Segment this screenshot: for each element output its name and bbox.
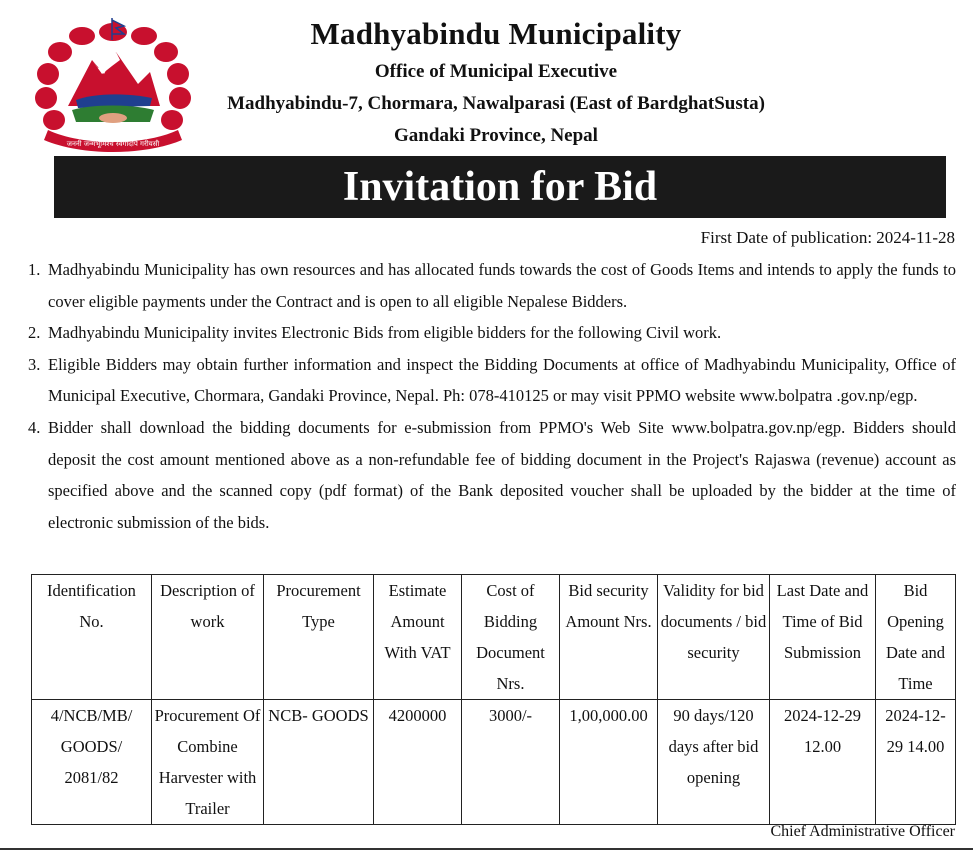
clause-text: Eligible Bidders may obtain further information and inspect the Bidding Documents at office of Madhyabindu Municipality, Office of Municipal Executive, Chormara, Gandaki Province, Nepal. Ph: 078-410125 or may visit PPMO website www.bolpatra .gov.np/egp.: [48, 354, 956, 406]
bid-table: [31, 574, 956, 825]
title-banner: Invitation for Bid: [54, 156, 946, 218]
signatory: Chief Administrative Officer: [770, 823, 955, 840]
header-document-cost: Cost of Bidding Document Nrs.: [462, 575, 560, 700]
clause-item: [28, 412, 956, 538]
table-header-row: [32, 575, 956, 700]
header-validity: Validity for bid documents / bid security: [658, 575, 770, 700]
clause-list: [28, 254, 956, 538]
province-line: Gandaki Province, Nepal: [394, 125, 598, 146]
clause-text: Madhyabindu Municipality has own resources and has allocated funds towards the cost of Goods Items and intends to apply the funds to cover eligible payments under the Contract and is open to all eligible Nepalese Bidders.: [48, 260, 956, 311]
cell-document-cost: 3000/-: [462, 700, 560, 825]
table-row: [32, 700, 956, 825]
cell-validity: 90 days/120 days after bid opening: [658, 700, 770, 825]
bottom-divider: [0, 848, 973, 850]
header-bid-security: Bid security Amount Nrs.: [560, 575, 658, 700]
header-opening-date: Bid Opening Date and Time: [876, 575, 956, 700]
clause-number: 4.: [28, 417, 41, 437]
header-identification: Identification No.: [32, 575, 152, 700]
cell-estimate-amount: 4200000: [374, 700, 462, 825]
cell-opening-date: 2024-12-29 14.00: [876, 700, 956, 825]
cell-description: Procurement Of Combine Harvester with Trailer: [152, 700, 264, 825]
clause-number: 2.: [28, 323, 41, 343]
clause-item: [28, 254, 956, 317]
cell-procurement-type: NCB- GOODS: [264, 700, 374, 825]
header-estimate-amount: Estimate Amount With VAT: [374, 575, 462, 700]
cell-bid-security: 1,00,000.00: [560, 700, 658, 825]
office-name: Office of Municipal Executive: [374, 61, 618, 82]
cell-submission-deadline: 2024-12-29 12.00: [770, 700, 876, 825]
header-procurement-type: Procurement Type: [264, 575, 374, 700]
publication-date: First Date of publication: 2024-11-28: [700, 228, 955, 247]
municipality-name: Madhyabindu Municipality: [310, 16, 682, 51]
header-description: Description of work: [152, 575, 264, 700]
header-submission-deadline: Last Date and Time of Bid Submission: [770, 575, 876, 700]
letterhead: [196, 12, 796, 152]
clause-number: 1.: [28, 260, 41, 279]
office-address: Madhyabindu-7, Chormara, Nawalparasi (East of BardghatSusta): [227, 93, 765, 114]
nepal-emblem-logo: [32, 14, 194, 154]
clause-text: Madhyabindu Municipality invites Electronic Bids from eligible bidders for the following Civil work.: [48, 323, 722, 343]
clause-item: [28, 317, 956, 349]
cell-identification: 4/NCB/MB/ GOODS/ 2081/82: [32, 700, 152, 825]
emblem-motto: जननी जन्मभूमिश्च स्वर्गादपि गरीयसी: [66, 140, 160, 148]
clause-number: 3.: [28, 354, 41, 374]
clause-item: [28, 349, 956, 412]
clause-text: Bidder shall download the bidding documents for e-submission from PPMO's Web Site www.bolpatra.gov.np/egp. Bidders should deposit the cost amount mentioned above as a non-refundable fee of bidding document in the Project's Rajaswa (revenue) account as specified above and the scanned copy (pdf format) of the Bank deposited voucher shall be uploaded by the bidder at the time of electronic submission of the bids.: [48, 417, 956, 532]
